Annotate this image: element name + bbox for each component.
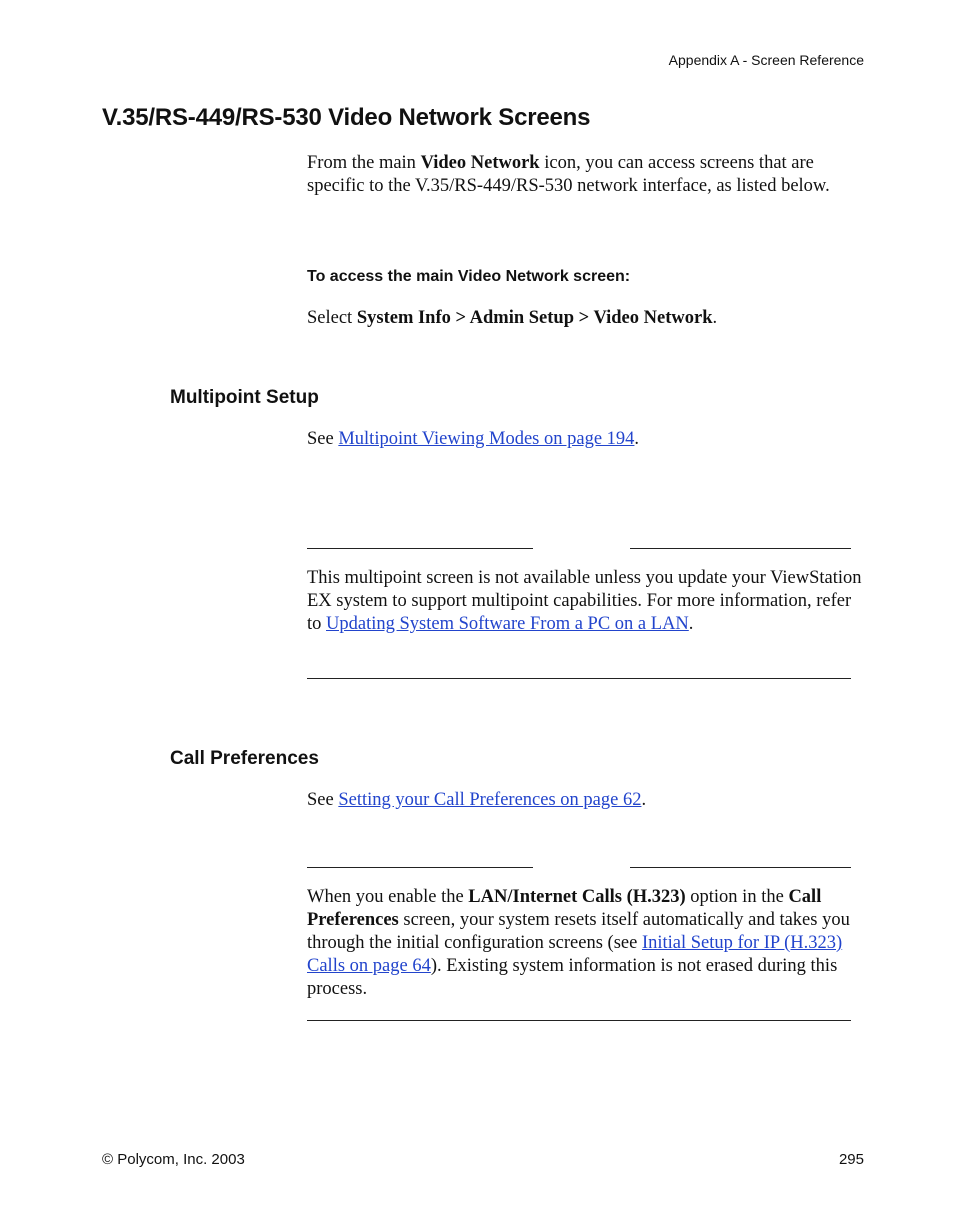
note-rule-bottom [307,678,851,679]
note-rule-top-right [630,548,851,549]
intro-bold-video-network: Video Network [420,153,540,173]
multipoint-note-text-1: This multipoint screen is not available unless you update your ViewStation EX system to support multipoint capabilities. For more information, refer to [307,568,862,634]
procedure-text-1: Select [307,308,357,328]
note-rule-top-left [307,867,533,868]
multipoint-note-text-2: . [688,614,694,634]
running-header: Appendix A - Screen Reference [668,52,864,68]
multipoint-see-end: . [634,429,640,449]
note-rule-top-right [630,867,851,868]
intro-text-1: From the main [307,153,421,173]
procedure-step [307,307,867,330]
multipoint-setup-heading: Multipoint Setup [170,387,319,408]
procedure-menu-path: System Info > Admin Setup > Video Network [356,308,713,328]
multipoint-see-paragraph [307,428,867,451]
cp-note-text-4: ). Existing system information is not erased during this process. [307,956,838,999]
setting-call-preferences-link[interactable]: Setting your Call Preferences on page 62 [338,790,642,810]
cp-note-text-3: screen, your system resets itself automatically and takes you through the initial configuration screens (see [307,910,850,953]
call-preferences-see-paragraph [307,789,867,812]
call-preferences-heading: Call Preferences [170,748,319,769]
procedure-heading: To access the main Video Network screen: [307,268,631,285]
multipoint-note [307,567,867,636]
cp-note-bold-lan-calls: LAN/Internet Calls (H.323) [468,887,686,907]
updating-system-software-link[interactable]: Updating System Software From a PC on a LAN [326,614,689,634]
multipoint-viewing-modes-link[interactable]: Multipoint Viewing Modes on page 194 [338,429,635,449]
cp-note-text-1: When you enable the [307,887,469,907]
cp-note-bold-call-preferences: Call Preferences [307,887,822,930]
note-rule-top-left [307,548,533,549]
call-preferences-see-end: . [641,790,647,810]
note-rule-bottom [307,1020,851,1021]
call-preferences-note [307,886,867,1001]
intro-paragraph [307,152,867,198]
call-preferences-see-text: See [307,790,339,810]
footer-copyright: © Polycom, Inc. 2003 [102,1151,245,1168]
page-title: V.35/RS-449/RS-530 Video Network Screens [102,104,591,131]
procedure-text-2: . [712,308,718,328]
initial-setup-ip-link[interactable]: Initial Setup for IP (H.323) Calls on page 64 [307,933,843,976]
intro-text-2: icon, you can access screens that are specific to the V.35/RS-449/RS-530 network interface, as listed below. [307,153,830,196]
multipoint-see-text: See [307,429,339,449]
footer-page-number: 295 [838,1151,864,1168]
cp-note-text-2: option in the [685,887,789,907]
